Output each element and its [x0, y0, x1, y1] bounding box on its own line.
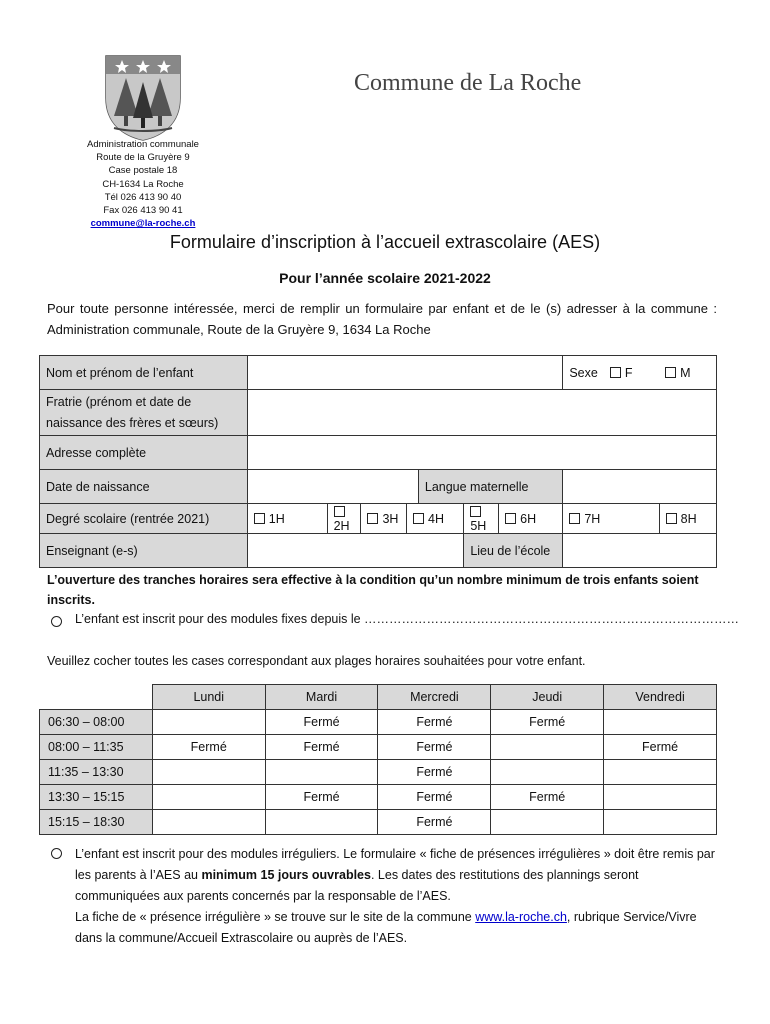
address-line: Case postale 18 [108, 165, 178, 177]
irregular-link-paragraph [75, 907, 720, 949]
grade-label: Degré scolaire (rentrée 2021) [40, 504, 248, 534]
schedule-hint: Veuillez cocher toutes les cases correspondant aux plages horaires souhaitées pour votre enfant. [47, 654, 586, 668]
fixed-modules-text: L’enfant est inscrit pour des modules fixes depuis le ……………………………………………………………………………… [75, 612, 740, 626]
schedule-cell: Fermé [491, 785, 604, 810]
address-field[interactable] [247, 436, 716, 470]
checkbox-icon[interactable] [334, 506, 345, 517]
sex-m-label: M [680, 365, 691, 380]
irregular-modules-text [75, 844, 720, 949]
website-link[interactable]: www.la-roche.ch [475, 910, 567, 924]
sex-f-option[interactable] [604, 356, 659, 390]
crest-icon [104, 54, 182, 142]
schedule-table [39, 684, 717, 835]
checkbox-icon[interactable] [254, 513, 265, 524]
schedule-row [40, 810, 717, 835]
irregular-paragraph [75, 844, 720, 907]
notice-text: L’ouverture des tranches horaires sera effective à la condition qu’un nombre minimum de trois enfants soient inscrits. [47, 573, 699, 607]
irregular-text-part: , rubrique Service/Vivre dans la commune/Accueil Extrascolaire ou auprès de l’AES. [75, 910, 697, 945]
form-title: Formulaire d’inscription à l’accueil extrascolaire (AES) [169, 232, 601, 252]
mother-tongue-field[interactable] [563, 470, 717, 504]
child-name-field[interactable] [247, 356, 563, 390]
birthdate-label: Date de naissance [40, 470, 248, 504]
checkbox-icon[interactable] [666, 513, 677, 524]
address-line: Administration communale [87, 139, 199, 150]
schedule-cell[interactable] [604, 760, 717, 785]
time-slot: 11:35 – 13:30 [40, 760, 153, 785]
birthdate-field[interactable] [247, 470, 418, 504]
grade-6h-label: 6H [520, 511, 537, 526]
grade-8h-label: 8H [680, 511, 697, 526]
checkbox-icon[interactable] [470, 506, 481, 517]
teacher-label: Enseignant (e-s) [40, 534, 248, 568]
schedule-row [40, 760, 717, 785]
schedule-cell[interactable] [604, 810, 717, 835]
day-header-vendredi: Vendredi [604, 685, 717, 710]
schedule-cell[interactable] [491, 735, 604, 760]
sex-f-label: F [624, 365, 633, 380]
irregular-text-part: . Les dates des restitutions des plannings seront communiquées aux parents concernés par la responsable de l’AES. [75, 868, 639, 903]
schedule-cell[interactable] [491, 810, 604, 835]
grade-option-3h[interactable] [361, 504, 407, 534]
schedule-row [40, 785, 717, 810]
commune-title: Commune de La Roche [354, 70, 582, 96]
registration-form-table [39, 355, 717, 568]
time-slot: 08:00 – 11:35 [40, 735, 153, 760]
sex-label: Sexe [563, 356, 604, 390]
schedule-cell: Fermé [378, 810, 491, 835]
intro-text: Pour toute personne intéressée, merci de remplir un formulaire par enfant et de le (s) adresser à la commune : Administration communale, Route de la Gruyère 9, 1634 La Roche [47, 301, 717, 337]
radio-irregular-modules[interactable] [51, 848, 62, 859]
address-line: CH-1634 La Roche [102, 178, 184, 190]
schedule-cell[interactable] [152, 785, 265, 810]
address-label: Adresse complète [40, 436, 248, 470]
irregular-text-part: L’enfant est inscrit pour des modules irréguliers. Le formulaire « fiche de présences irrégulières » doit être remis par les parents à l’AES au [75, 847, 715, 882]
schedule-cell[interactable] [604, 710, 717, 735]
school-place-field[interactable] [563, 534, 717, 568]
address-line: Route de la Gruyère 9 [96, 152, 190, 164]
grade-4h-label: 4H [428, 511, 445, 526]
schedule-row [40, 735, 717, 760]
schedule-corner [40, 685, 153, 710]
day-header-jeudi: Jeudi [491, 685, 604, 710]
child-name-label: Nom et prénom de l’enfant [40, 356, 248, 390]
time-slot: 15:15 – 18:30 [40, 810, 153, 835]
schedule-cell: Fermé [265, 710, 378, 735]
school-place-label: Lieu de l’école [464, 534, 563, 568]
checkbox-icon[interactable] [610, 367, 621, 378]
grade-option-7h[interactable] [563, 504, 659, 534]
schedule-cell: Fermé [152, 735, 265, 760]
schedule-cell: Fermé [378, 785, 491, 810]
radio-fixed-modules[interactable] [51, 616, 62, 627]
sex-m-option[interactable] [659, 356, 716, 390]
schedule-cell[interactable] [491, 760, 604, 785]
grade-2h-label: 2H [333, 518, 350, 533]
schedule-cell[interactable] [152, 710, 265, 735]
email-link[interactable]: commune@la-roche.ch [90, 218, 196, 230]
checkbox-icon[interactable] [413, 513, 424, 524]
siblings-label: Fratrie (prénom et date de naissance des frères et sœurs) [40, 390, 248, 436]
grade-7h-label: 7H [584, 511, 601, 526]
grade-3h-label: 3H [382, 511, 399, 526]
schedule-cell[interactable] [152, 760, 265, 785]
grade-option-4h[interactable] [407, 504, 464, 534]
grade-option-6h[interactable] [499, 504, 563, 534]
schedule-cell: Fermé [378, 710, 491, 735]
schedule-cell[interactable] [265, 810, 378, 835]
schedule-row [40, 710, 717, 735]
schedule-cell[interactable] [152, 810, 265, 835]
teacher-field[interactable] [247, 534, 464, 568]
grade-option-1h[interactable] [247, 504, 327, 534]
schedule-cell: Fermé [491, 710, 604, 735]
grade-option-2h[interactable] [327, 504, 361, 534]
phone-number: Tél 026 413 90 40 [104, 191, 182, 203]
school-year-title: Pour l’année scolaire 2021-2022 [279, 270, 491, 286]
grade-option-8h[interactable] [659, 504, 716, 534]
irregular-text-part: La fiche de « présence irrégulière » se trouve sur le site de la commune [75, 910, 476, 924]
schedule-cell: Fermé [378, 760, 491, 785]
mother-tongue-label: Langue maternelle [418, 470, 562, 504]
irregular-emphasis: minimum 15 jours ouvrables [201, 868, 371, 882]
time-slot: 06:30 – 08:00 [40, 710, 153, 735]
checkbox-icon[interactable] [505, 513, 516, 524]
grade-5h-label: 5H [470, 518, 487, 533]
time-slot: 13:30 – 15:15 [40, 785, 153, 810]
checkbox-icon[interactable] [569, 513, 580, 524]
address-block [40, 138, 246, 230]
schedule-cell[interactable] [265, 760, 378, 785]
schedule-cell: Fermé [265, 785, 378, 810]
schedule-cell: Fermé [378, 735, 491, 760]
day-header-lundi: Lundi [152, 685, 265, 710]
fax-number: Fax 026 413 90 41 [103, 205, 183, 217]
grade-1h-label: 1H [268, 511, 285, 526]
day-header-mercredi: Mercredi [378, 685, 491, 710]
grade-option-5h[interactable] [464, 504, 499, 534]
day-header-mardi: Mardi [265, 685, 378, 710]
schedule-cell: Fermé [604, 735, 717, 760]
schedule-cell: Fermé [265, 735, 378, 760]
checkbox-icon[interactable] [665, 367, 676, 378]
schedule-cell[interactable] [604, 785, 717, 810]
siblings-field[interactable] [247, 390, 716, 436]
checkbox-icon[interactable] [367, 513, 378, 524]
